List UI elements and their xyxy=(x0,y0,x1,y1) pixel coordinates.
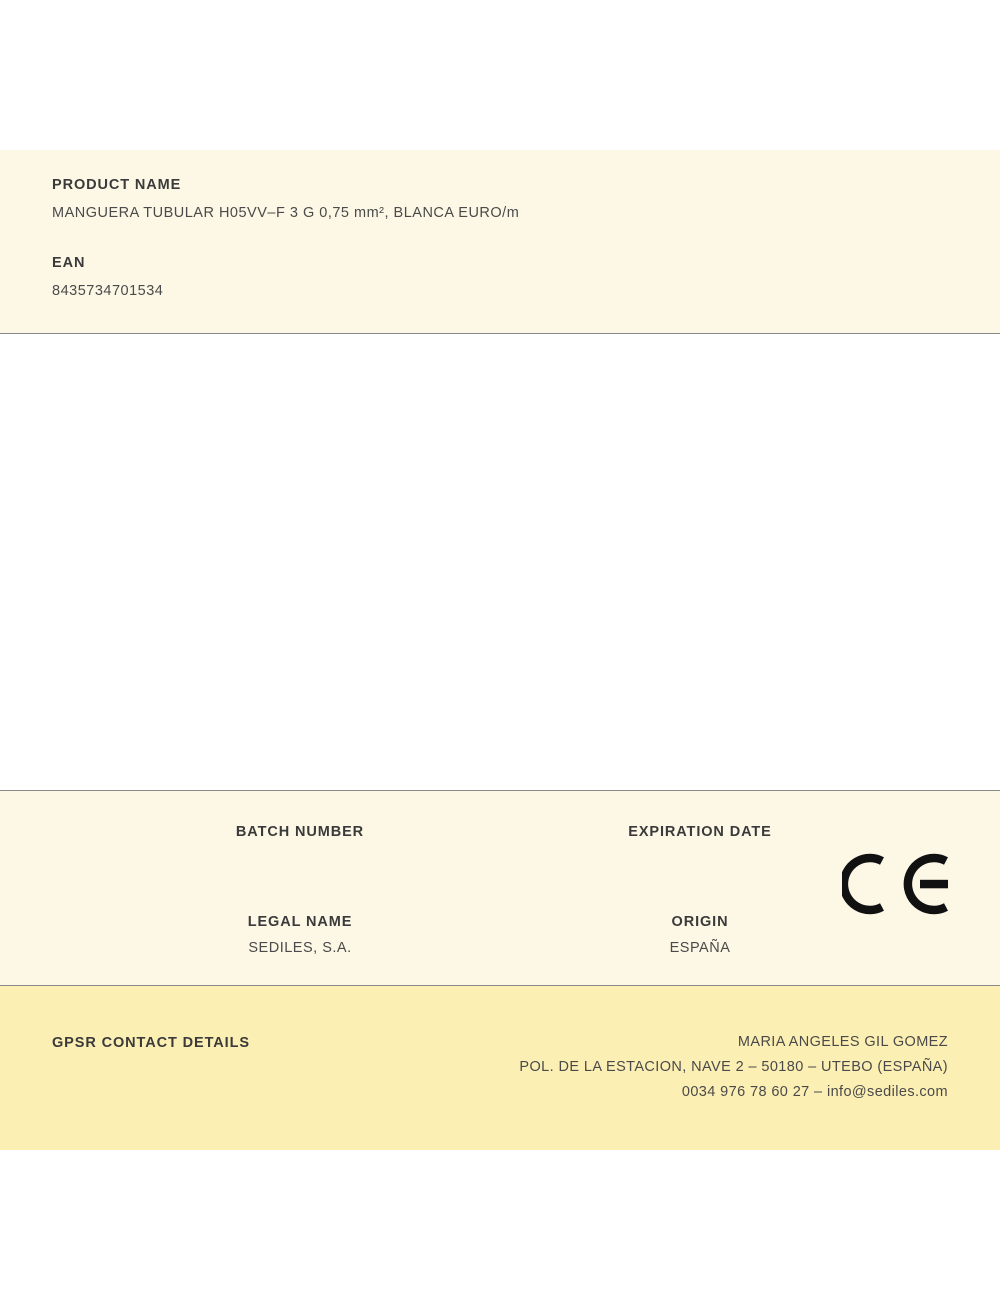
expiration-date-label: EXPIRATION DATE xyxy=(628,824,772,840)
ean-label: EAN xyxy=(52,255,86,271)
ean-field xyxy=(52,255,948,299)
product-name-field xyxy=(52,177,948,221)
gpsr-contact-label: GPSR CONTACT DETAILS xyxy=(52,1035,250,1051)
legal-name-label: LEGAL NAME xyxy=(247,914,353,930)
expiration-date-value xyxy=(500,850,900,868)
origin-field xyxy=(500,914,900,958)
ean-value: 8435734701534 xyxy=(52,283,164,299)
legal-origin-row xyxy=(0,914,1000,958)
origin-value: ESPAÑA xyxy=(669,940,731,956)
gpsr-contact-details xyxy=(519,1034,948,1100)
blank-content-area xyxy=(0,334,1000,790)
batch-number-label: BATCH NUMBER xyxy=(235,824,365,840)
bottom-margin-area xyxy=(0,1150,1000,1300)
gpsr-contact-address: POL. DE LA ESTACION, NAVE 2 – 50180 – UTEBO (ESPAÑA) xyxy=(519,1059,948,1075)
batch-origin-block xyxy=(0,790,1000,986)
origin-label: ORIGIN xyxy=(671,914,729,930)
gpsr-contact-block xyxy=(0,986,1000,1150)
gpsr-contact-phone-email: 0034 976 78 60 27 – info@sediles.com xyxy=(681,1084,948,1100)
ce-mark-icon xyxy=(842,853,952,913)
expiration-date-field xyxy=(500,824,900,868)
batch-number-value xyxy=(100,850,500,868)
product-name-label: PRODUCT NAME xyxy=(52,177,182,193)
product-name-value: MANGUERA TUBULAR H05VV–F 3 G 0,75 mm², BLANCA EURO/m xyxy=(52,205,520,221)
legal-name-value: SEDILES, S.A. xyxy=(248,940,352,956)
legal-name-field xyxy=(100,914,500,958)
batch-number-field xyxy=(100,824,500,868)
product-info-block xyxy=(0,150,1000,334)
gpsr-contact-name: MARIA ANGELES GIL GOMEZ xyxy=(737,1034,948,1050)
